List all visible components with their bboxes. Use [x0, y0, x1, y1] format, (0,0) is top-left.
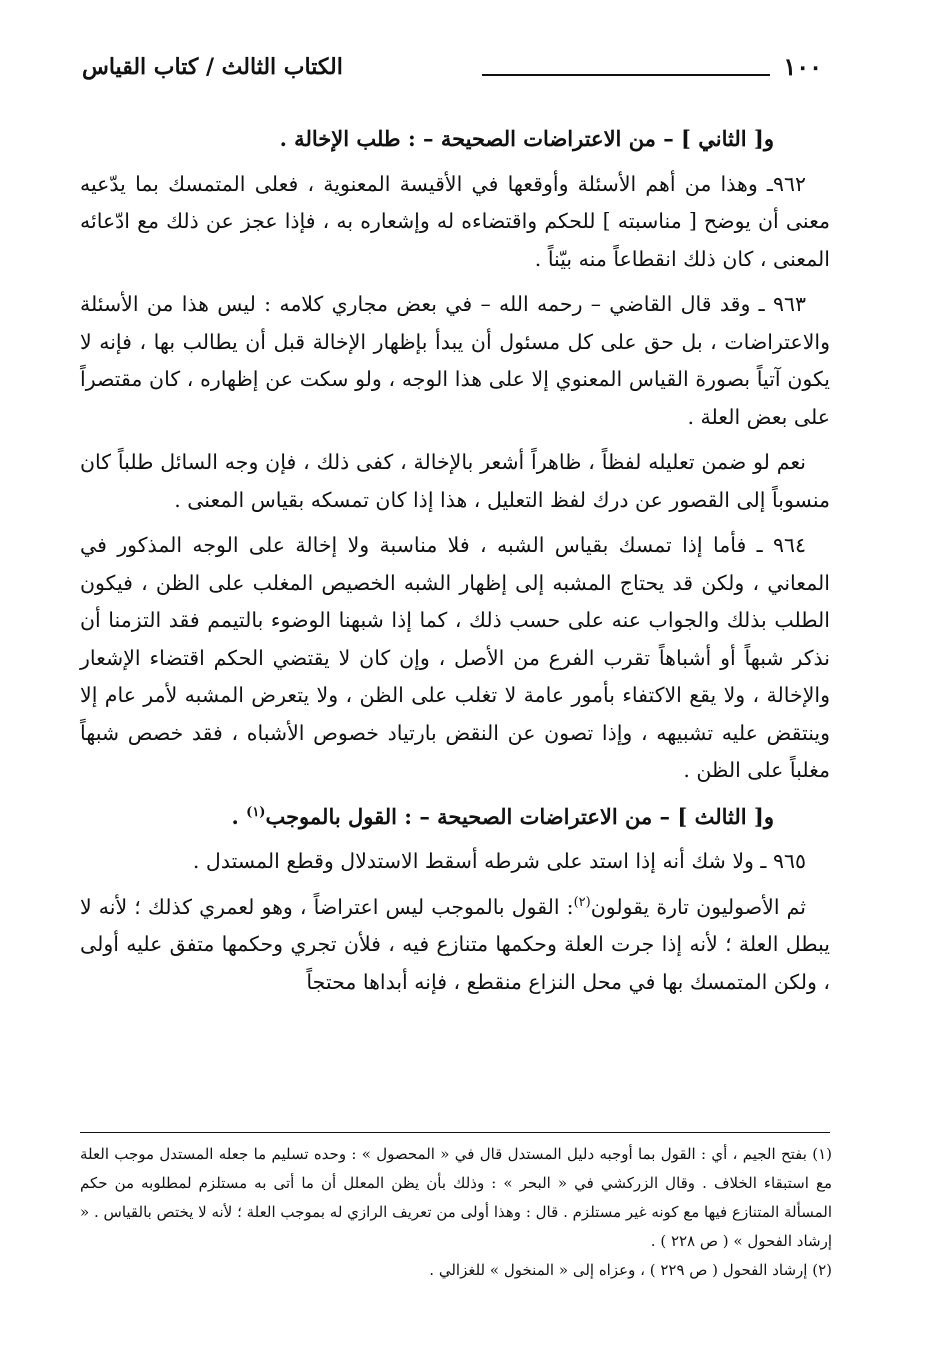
paragraph-naam: نعم لو ضمن تعليله لفظاً ، ظاهراً أشعر بالإخالة ، كفى ذلك ، فإن وجه السائل طلباً كان منسوباً إلى القصور عن درك لفظ التعليل ، هذا إذا كان تمسكه بقياس المعنى . [80, 450, 830, 512]
footnote-1: (١) بفتح الجيم ، أي : القول بما أوجبه دليل المستدل قال في « المحصول » : وحده تسليم ما جعله المستدل موجب العلة مع استبقاء الخلاف . وقال الزركشي في « البحر » : وذلك بأن يظن المعلل أن ما أتى به مستلزم لمطلوبه من حكم المسألة المتنازع فيها مع كونه غير مستلزم . قال : وهذا أولى من تعريف الرازي له بموجب العلة ؛ لأنه لا يختص بالقياس . « إرشاد الفحول » ( ص ٢٢٨ ) . [80, 1145, 832, 1250]
section-heading-third-end: . [231, 803, 247, 829]
footnotes [80, 1140, 832, 1285]
footnote-2: (٢) إرشاد الفحول ( ص ٢٢٩ ) ، وعزاه إلى « المنخول » للغزالي . [429, 1261, 832, 1279]
page-header [82, 52, 822, 92]
paragraph-965: ٩٦٥ ـ ولا شك أنه إذا استد على شرطه أسقط الاستدلال وقطع المستدل . [192, 849, 806, 873]
footnote-separator [80, 1132, 830, 1133]
paragraph-964: ٩٦٤ ـ فأما إذا تمسك بقياس الشبه ، فلا مناسبة ولا إخالة على الوجه المذكور في المعاني ، ولكن قد يحتاج المشبه إلى إظهار الشبه الخصيص المغلب على الظن ، فيكون الطلب بذلك والجواب عنه على حسب ذلك ، كما إذا شبهنا الوضوء بالتيمم فقد التزمنا أن نذكر شبهاً أو أشباهاً تقرب الفرع من الأصل ، وإن كان لا يقتضي الحكم اقتضاء الإشعار والإخالة ، ولا يقع الاكتفاء بأمور عامة لا تغلب على الظن ، ولا يتعرض المشبه لأمر عام إلا وينتقض عليه تشبيهه ، وإذا تصون عن النقض بارتياد خصوص الأشباه ، فقد خصص شبهاً مغلباً على الظن . [80, 533, 830, 782]
paragraph-thumma [80, 889, 830, 1002]
header-rule [482, 74, 770, 76]
section-heading-third-text: و[ الثالث ] – من الاعتراضات الصحيحة – : القول بالموجب [265, 803, 774, 829]
footnote-ref-2[interactable]: (٢) [573, 894, 591, 910]
paragraph-thumma-start: ثم الأصوليون تارة يقولون [590, 894, 806, 919]
section-heading-second: و[ الثاني ] – من الاعتراضات الصحيحة – : طلب الإخالة . [279, 126, 774, 151]
paragraph-thumma-rest: : القول بالموجب ليس اعتراضاً ، وهو لعمري كذلك ؛ لأنه لا يبطل العلة ؛ لأنه إذا جرت العلة وحكمها متنازع فيه ، فلأن تجري وحكمها متفق عليه أولى ، ولكن المتمسك بها في محل النزاع منقطع ، فإنه أبداها محتجاً [80, 894, 830, 994]
paragraph-963: ٩٦٣ ـ وقد قال القاضي – رحمه الله – في بعض مجاري كلامه : ليس هذا من الأسئلة والاعتراضات ، بل حق على كل مسئول أن يبدأ بإظهار الإخالة قبل أن يطالب بها ، فإنه لا يكون آتياً بصورة القياس المعنوي إلا على هذا الوجه ، ولو سكت عن إظهاره ، كان مقتصراً على بعض العلة . [80, 292, 830, 429]
page-number: ١٠٠ [783, 52, 822, 81]
footnote-ref-1[interactable]: (١) [246, 804, 266, 820]
main-text [80, 120, 830, 1009]
paragraph-962: ٩٦٢ـ وهذا من أهم الأسئلة وأوقعها في الأقيسة المعنوية ، فعلى المتمسك بما يدّعيه معنى أن يوضح [ مناسبته ] للحكم واقتضاءه له وإشعاره به ، فإذا عجز عن ذلك مع ادّعائه المعنى ، كان ذلك انقطاعاً منه بيّناً . [80, 171, 830, 271]
section-heading-third [80, 798, 830, 836]
running-title: الكتاب الثالث / كتاب القياس [82, 54, 343, 80]
